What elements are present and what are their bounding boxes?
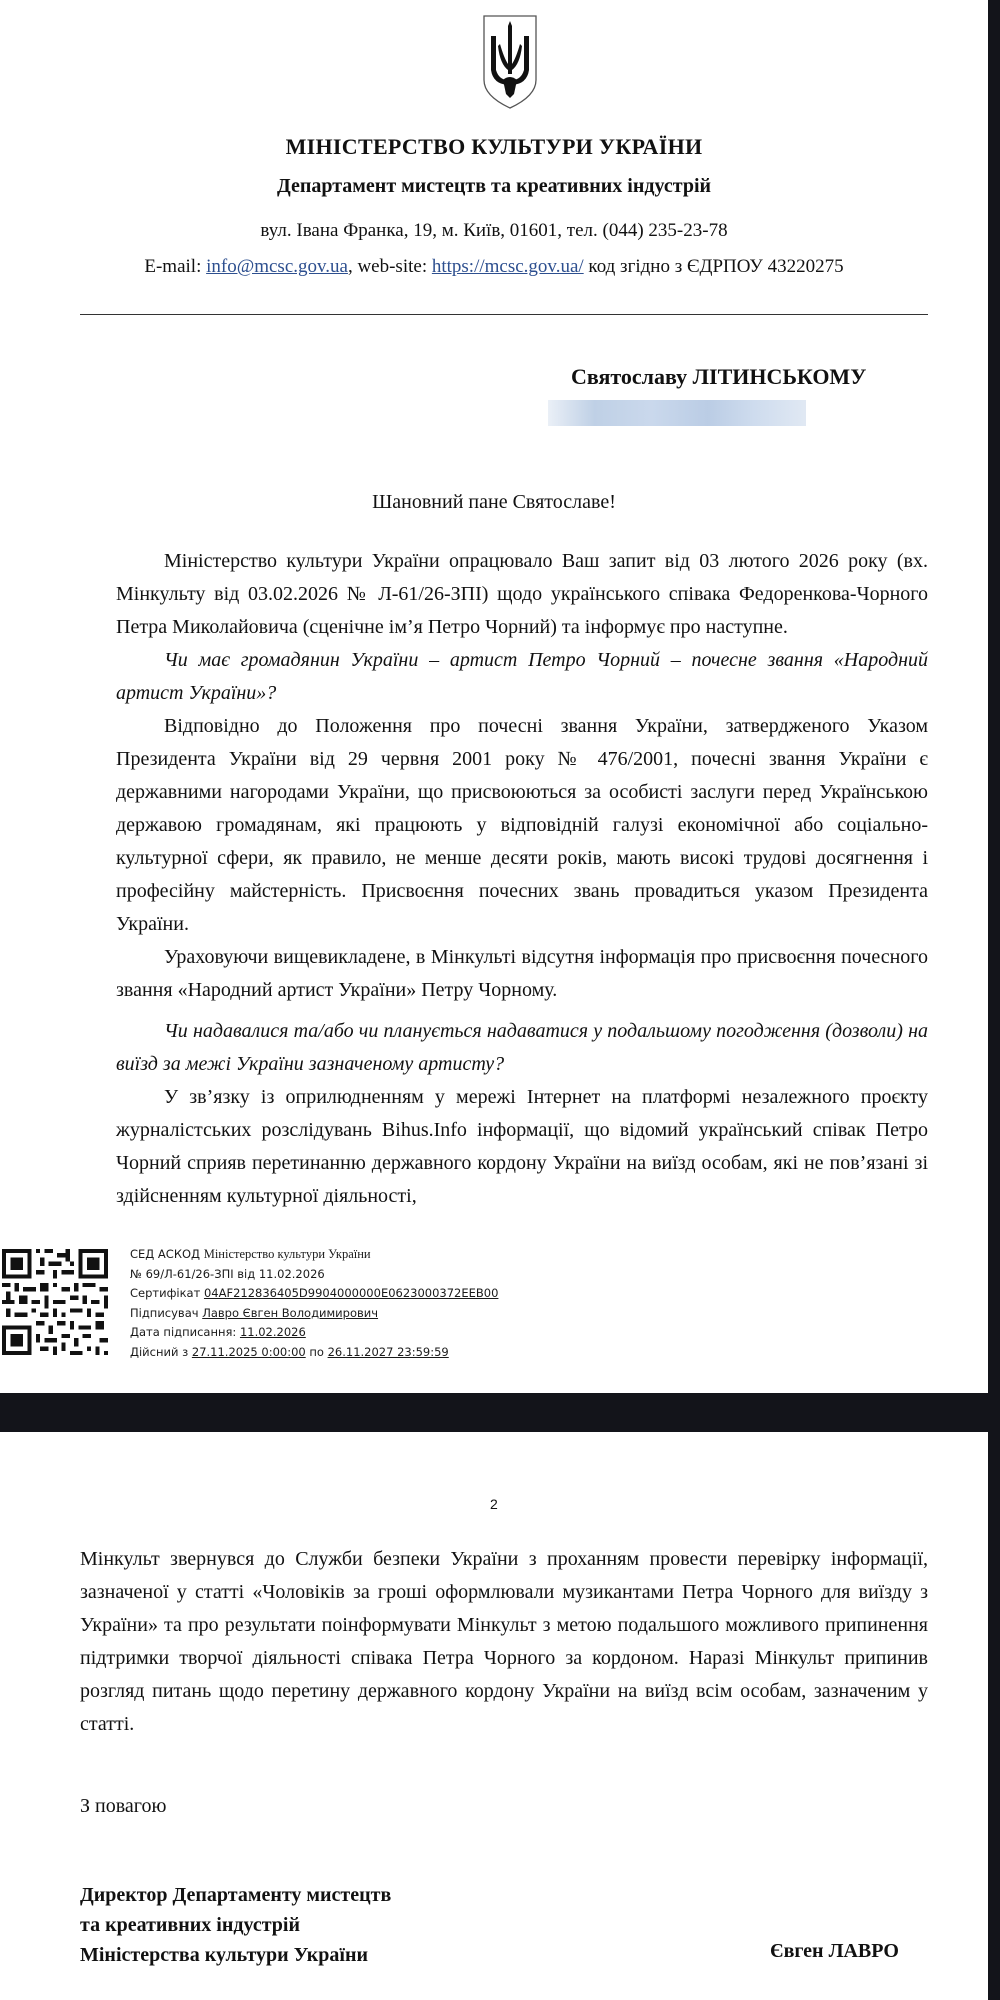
paragraph-request: Міністерство культури України опрацювало Ваш запит від 03 лютого 2026 року (вх. Мінкульту від 03.02.2026 № Л-61/26-ЗПІ) щодо українського співака Федоренкова-Чорного Петра Миколайовича (сценічне ім’я Петро Чорний) та інформує про наступне. [116, 550, 928, 638]
sign-date: 11.02.2026 [239, 1325, 306, 1339]
ministry-name: МІНІСТЕРСТВО КУЛЬТУРИ УКРАЇНИ [285, 134, 703, 159]
website-link[interactable]: https://mcsc.gov.ua/ [431, 256, 584, 277]
ministry-contacts [0, 256, 988, 278]
addressee-name: Святославу ЛІТИНСЬКОМУ [571, 364, 867, 389]
edrpou-code: код згідно з ЄДРПОУ 43220275 [583, 256, 844, 277]
page-number: 2 [490, 1496, 498, 1512]
valid-label: Дійсний з [130, 1344, 192, 1359]
edms-org: Міністерство культури України [203, 1247, 371, 1261]
paragraph-bihus: У зв’язку із оприлюдненням у мережі Інтернет на платформі незалежного проєкту журналістських розслідувань Bihus.Info інформації, що відомий український співак Петро Чорний сприяв перетинанню державного кордону України на виїзд особам, які не пов’язані зі здійсненням культурної діяльності, [116, 1086, 928, 1207]
department-name: Департамент мистецтв та креативних індустрій [276, 175, 712, 197]
edms-system: СЕД АСКОД [130, 1247, 201, 1261]
paragraph-sbu-request: Мінкульт звернувся до Служби безпеки України з проханням провести перевірку інформації, зазначеної у статті «Чоловіків за гроші оформлювали музикантами Петра Чорного для виїзду з України» та про результати поінформувати Мінкульт з метою подальшого можливого припинення підтримки творчої діяльності співака Петра Чорного за кордоном. Наразі Мінкульт припинив розгляд питань щодо перетину державного кордону України на виїзд всім особам, зазначеним у статті. [80, 1548, 928, 1735]
signatory-line-2: та креативних індустрій [80, 1914, 300, 1936]
letter-body-page-1 [116, 545, 928, 1213]
website-label: , web-site: [347, 256, 432, 277]
paragraph-conclusion: Ураховуючи вищевикладене, в Мінкульті відсутня інформація про присвоєння почесного звання «Народний артист України» Петру Чорному. [116, 946, 928, 1001]
valid-to-label: по [305, 1344, 328, 1359]
signatory-line-1: Директор Департаменту мистецтв [80, 1884, 392, 1906]
header-divider [80, 314, 928, 315]
viewer-right-edge [988, 0, 1000, 2000]
valid-to: 26.11.2027 23:59:59 [327, 1344, 449, 1359]
valid-from: 27.11.2025 0:00:00 [191, 1344, 306, 1359]
sign-date-label: Дата підписання: [130, 1325, 240, 1339]
closing-phrase: З повагою [80, 1795, 167, 1817]
signer-label: Підписувач [130, 1305, 203, 1320]
redacted-address-block [548, 400, 806, 426]
e-signature-details [130, 1245, 550, 1362]
signatory-position [80, 1880, 391, 1970]
ministry-address: вул. Івана Франка, 19, м. Київ, 01601, тел. (044) 235-23-78 [260, 220, 728, 241]
cert-label: Сертифікат [130, 1286, 204, 1300]
letter-body-page-2 [80, 1543, 928, 1741]
qr-code-icon [2, 1249, 108, 1355]
certificate-id: 04AF212836405D9904000000E0623000372EEB00 [203, 1286, 499, 1300]
signatory-line-3: Міністерства культури України [80, 1944, 368, 1966]
registration-number: № 69/Л-61/26-ЗПІ від 11.02.2026 [130, 1266, 325, 1281]
question-exit-permits: Чи надавалися та/або чи планується надаватися у подальшому погодження (дозволи) на виїзд за межі України зазначеному артисту? [116, 1020, 928, 1075]
email-link[interactable]: info@mcsc.gov.ua [206, 256, 348, 277]
question-honorary-title: Чи має громадянин України – артист Петро Чорний – почесне звання «Народний артист України»? [116, 649, 928, 704]
signatory-name: Євген ЛАВРО [770, 1940, 899, 1962]
trident-coat-of-arms-icon [481, 14, 539, 110]
email-label: E-mail: [144, 256, 207, 277]
signer-name: Лавро Євген Володимирович [202, 1305, 379, 1320]
paragraph-regulation: Відповідно до Положення про почесні звання України, затвердженого Указом Президента України від 29 червня 2001 року № 476/2001, почесні звання України є державними нагородами України, що присвоюються за особисті заслуги перед Українською державою громадянам, які працюють у відповідній галузі економічної або соціально-культурної сфери, як правило, не менше десяти років, мають високі трудові досягнення і професійну майстерність. Присвоєння почесних звань провадиться указом Президента України. [116, 715, 928, 935]
greeting: Шановний пане Святославе! [372, 491, 616, 513]
